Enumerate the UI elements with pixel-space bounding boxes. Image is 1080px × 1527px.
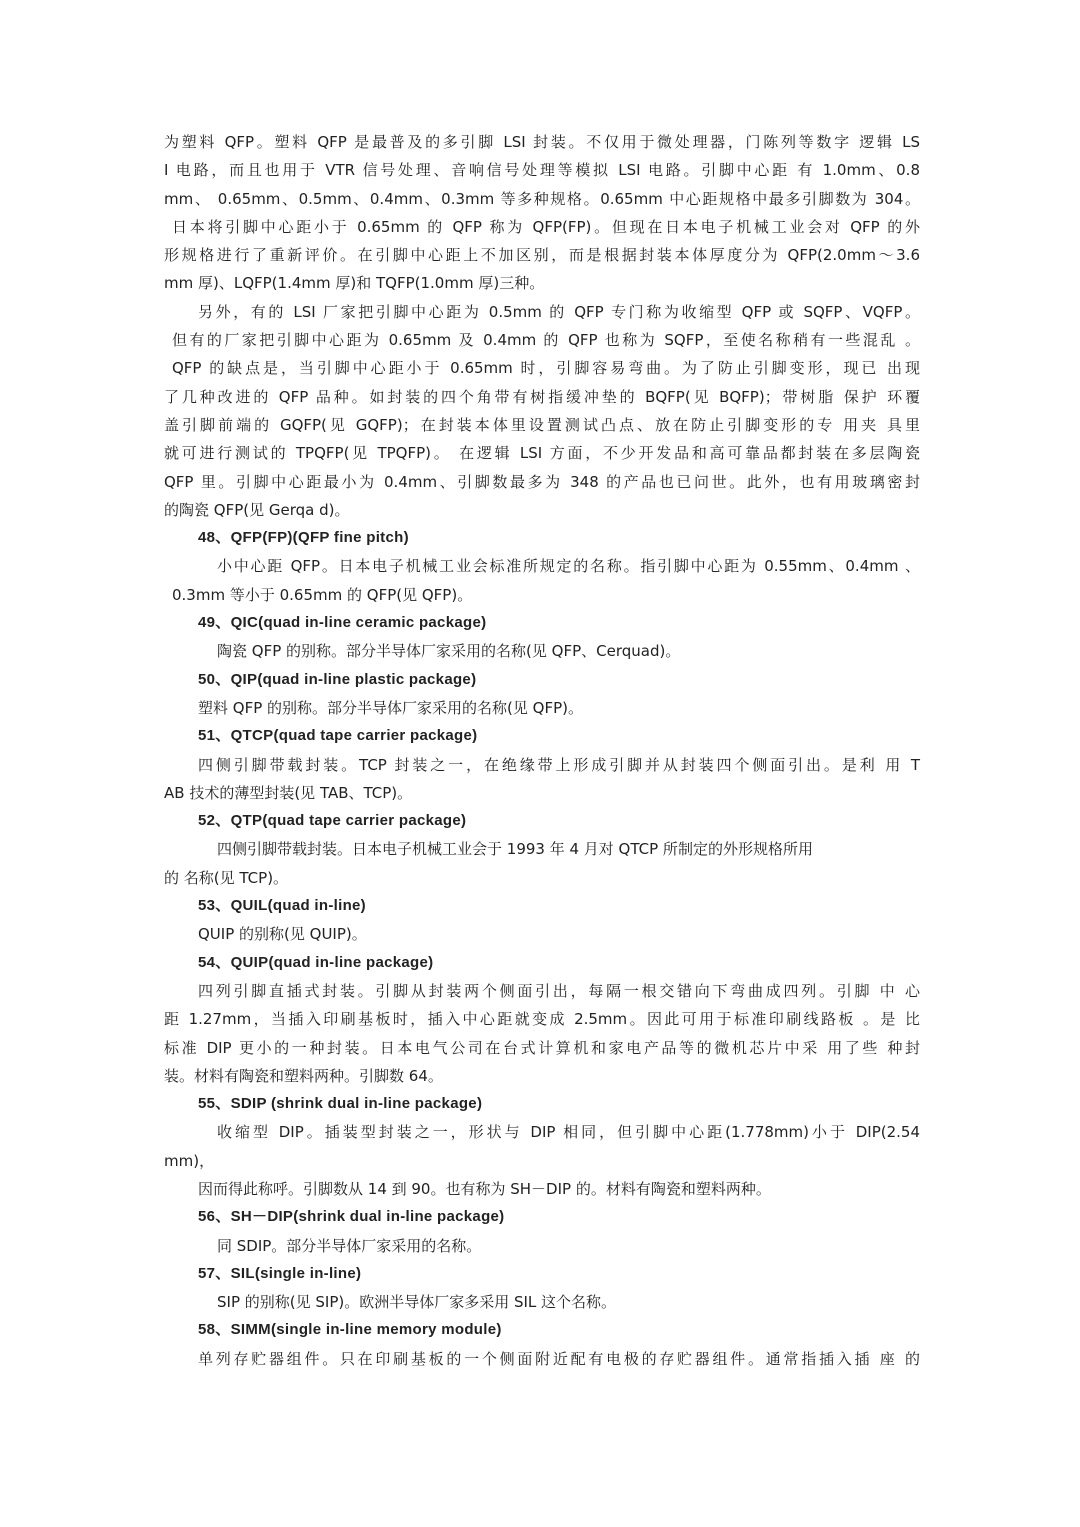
body-text-line: 收缩型 DIP。插装型封装之一，形状与 DIP 相同，但引脚中心距(1.778mm)小于 DIP(2.54 [217,1123,920,1142]
body-text-line: 塑料 QFP 的别称。部分半导体厂家采用的名称(见 QFP)。 [198,698,583,717]
section-heading: 52、QTP(quad tape carrier package) [198,812,467,830]
section-heading: 51、QTCP(quad tape carrier package) [198,727,478,745]
body-text-line: SIP 的别称(见 SIP)。欧洲半导体厂家多采用 SIL 这个名称。 [217,1293,617,1312]
body-text-line: 盖引脚前端的 GQFP(见 GQFP)；在封装本体里设置测试凸点、放在防止引脚变形的专 用夹 具里 [164,415,920,434]
body-text-line: 0.3mm 等小于 0.65mm 的 QFP(见 QFP)。 [172,585,473,604]
body-text-line: QUIP 的别称(见 QUIP)。 [198,925,367,944]
body-text-line: mm、 0.65mm、0.5mm、0.4mm、0.3mm 等多种规格。0.65mm 中心距规格中最多引脚数为 304。 [164,189,920,208]
section-heading: 48、QFP(FP)(QFP fine pitch) [198,529,409,547]
body-text-line: 日本将引脚中心距小于 0.65mm 的 QFP 称为 QFP(FP)。但现在日本电子机械工业会对 QFP 的外 [172,217,920,236]
body-text-line: 四列引脚直插式封装。引脚从封装两个侧面引出，每隔一根交错向下弯曲成四列。引脚 中 心 [198,981,920,1000]
section-heading: 50、QIP(quad in-line plastic package) [198,670,477,688]
section-heading: 55、SDIP (shrink dual in-line package) [198,1095,483,1113]
section-heading: 58、SIMM(single in-line memory module) [198,1321,502,1339]
body-text-line: 另外，有的 LSI 厂家把引脚中心距为 0.5mm 的 QFP 专门称为收缩型 QFP 或 SQFP、VQFP。 [198,302,920,321]
document-page [164,128,920,1373]
section-heading: 53、QUIL(quad in-line) [198,897,366,915]
body-text-line: 距 1.27mm，当插入印刷基板时，插入中心距就变成 2.5mm。因此可用于标准印刷线路板 。是 比 [164,1010,920,1029]
body-text-line: 的陶瓷 QFP(见 Gerqa d)。 [164,500,350,519]
body-text-line: 四侧引脚带载封装。TCP 封装之一，在绝缘带上形成引脚并从封装四个侧面引出。是利 用 T [198,755,920,774]
body-text-line: AB 技术的薄型封装(见 TAB、TCP)。 [164,783,413,802]
body-text-line: 就可进行测试的 TPQFP(见 TPQFP)。 在逻辑 LSI 方面，不少开发品和高可靠品都封装在多层陶瓷 [164,444,920,463]
body-text-line: 装。材料有陶瓷和塑料两种。引脚数 64。 [164,1066,443,1085]
body-text-line: 但有的厂家把引脚中心距为 0.65mm 及 0.4mm 的 QFP 也称为 SQFP，至使名称稍有一些混乱 。 [172,331,920,350]
body-text-line: QFP 里。引脚中心距最小为 0.4mm、引脚数最多为 348 的产品也已问世。此外，也有用玻璃密封 [164,472,920,491]
body-text-line: 小中心距 QFP。日本电子机械工业会标准所规定的名称。指引脚中心距为 0.55mm、0.4mm 、 [217,557,920,576]
body-text-line: 标准 DIP 更小的一种封装。日本电气公司在台式计算机和家电产品等的微机芯片中采 用了些 种封 [164,1038,920,1057]
body-text-line: 同 SDIP。部分半导体厂家采用的名称。 [217,1236,482,1255]
body-text-line: 单列存贮器组件。只在印刷基板的一个侧面附近配有电极的存贮器组件。通常指插入插 座 的 [198,1349,920,1368]
section-heading: 54、QUIP(quad in-line package) [198,953,434,971]
body-text-line: 了几种改进的 QFP 品种。如封装的四个角带有树指缓冲垫的 BQFP(见 BQFP)；带树脂 保护 环覆 [164,387,920,406]
body-text-line: QFP 的缺点是，当引脚中心距小于 0.65mm 时，引脚容易弯曲。为了防止引脚变形，现已 出现 [172,359,920,378]
body-text-line: I 电路，而且也用于 VTR 信号处理、音响信号处理等模拟 LSI 电路。引脚中心距 有 1.0mm、0.8 [164,161,920,180]
body-text-line: mm)， [164,1151,215,1170]
body-text-line: 因而得此称呼。引脚数从 14 到 90。也有称为 SH－DIP 的。材料有陶瓷和塑料两种。 [198,1179,771,1198]
body-text-line: 四侧引脚带载封装。日本电子机械工业会于 1993 年 4 月对 QTCP 所制定的外形规格所用 [217,840,813,859]
section-heading: 57、SIL(single in-line) [198,1264,362,1282]
body-text-line: 的 名称(见 TCP)。 [164,868,289,887]
body-text-line: 形规格进行了重新评价。在引脚中心距上不加区别，而是根据封装本体厚度分为 QFP(2.0mm～3.6 [164,246,920,265]
body-text-line: 为塑料 QFP。塑料 QFP 是最普及的多引脚 LSI 封装。不仅用于微处理器，门陈列等数字 逻辑 LS [164,133,920,151]
section-heading: 49、QIC(quad in-line ceramic package) [198,614,487,632]
section-heading: 56、SH－DIP(shrink dual in-line package) [198,1208,505,1226]
body-text-line: 陶瓷 QFP 的别称。部分半导体厂家采用的名称(见 QFP、Cerquad)。 [217,642,681,661]
body-text-line: mm 厚)、LQFP(1.4mm 厚)和 TQFP(1.0mm 厚)三种。 [164,274,545,293]
